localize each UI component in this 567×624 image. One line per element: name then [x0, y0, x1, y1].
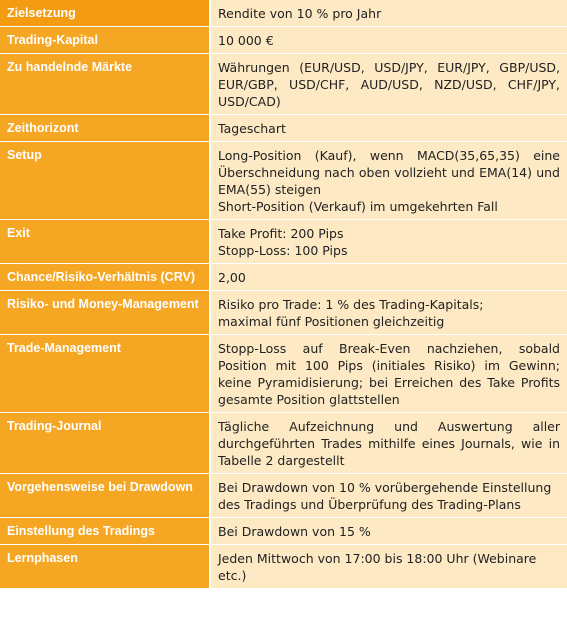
row-value: [210, 0, 567, 27]
value-line: Risiko pro Trade: 1 % des Trading-Kapitals;: [218, 297, 484, 312]
row-label: Trading-Journal: [0, 413, 210, 474]
value-line: Bei Drawdown von 10 % vorübergehende Einstellung des Tradings und Überprüfung des Trading-Plans: [218, 480, 552, 512]
value-line: Rendite von 10 % pro Jahr: [218, 6, 382, 21]
value-line: Take Profit: 200 Pips: [218, 226, 344, 241]
row-value: [210, 27, 567, 54]
value-line: 2,00: [218, 270, 246, 285]
row-setup: [0, 142, 567, 220]
row-drawdown: [0, 474, 567, 518]
row-value: [210, 474, 567, 518]
row-value: [210, 220, 567, 264]
row-label: Setup: [0, 142, 210, 220]
row-exit: [0, 220, 567, 264]
row-value: [210, 264, 567, 291]
row-crv: [0, 264, 567, 291]
value-line: Long-Position (Kauf), wenn MACD(35,65,35) eine Überschneidung nach oben vollzieht und EMA(14) und EMA(55) steigen: [218, 148, 560, 197]
row-lernphasen: [0, 545, 567, 589]
row-trade-management: [0, 335, 567, 413]
row-label: Zu handelnde Märkte: [0, 54, 210, 115]
row-label: Chance/Risiko-Verhältnis (CRV): [0, 264, 210, 291]
value-line: Short-Position (Verkauf) im umgekehrten Fall: [218, 199, 498, 214]
row-label: Zielsetzung: [0, 0, 210, 27]
row-value: [210, 545, 567, 589]
row-label: Trading-Kapital: [0, 27, 210, 54]
value-line: Jeden Mittwoch von 17:00 bis 18:00 Uhr (Webinare etc.): [218, 551, 537, 583]
row-label: Lernphasen: [0, 545, 210, 589]
row-label: Exit: [0, 220, 210, 264]
row-einstellung: [0, 518, 567, 545]
row-value: [210, 54, 567, 115]
value-line: Tageschart: [218, 121, 286, 136]
row-value: [210, 291, 567, 335]
row-value: [210, 413, 567, 474]
row-label: Trade-Management: [0, 335, 210, 413]
row-label: Einstellung des Tradings: [0, 518, 210, 545]
row-zeithorizont: [0, 115, 567, 142]
row-label: Vorgehensweise bei Drawdown: [0, 474, 210, 518]
row-value: [210, 115, 567, 142]
row-label: Zeithorizont: [0, 115, 210, 142]
value-line: Währungen (EUR/USD, USD/JPY, EUR/JPY, GBP/USD, EUR/GBP, USD/CHF, AUD/USD, NZD/USD, CHF/JPY, USD/CAD): [218, 60, 560, 109]
value-line: Stopp-Loss: 100 Pips: [218, 243, 348, 258]
value-line: Stopp-Loss auf Break-Even nachziehen, sobald Position mit 100 Pips (initiales Risiko) im Gewinn; keine Pyramidisierung; bei Erreichen des Take Profits gesamte Position glattstellen: [218, 341, 560, 407]
row-label: Risiko- und Money-Management: [0, 291, 210, 335]
row-value: [210, 142, 567, 220]
row-value: [210, 335, 567, 413]
value-line: 10 000 €: [218, 33, 274, 48]
value-line: Bei Drawdown von 15 %: [218, 524, 371, 539]
value-line: Tägliche Aufzeichnung und Auswertung aller durchgeführten Trades mithilfe eines Journals, wie in Tabelle 2 dargestellt: [218, 419, 560, 468]
row-zielsetzung: [0, 0, 567, 27]
row-maerkte: [0, 54, 567, 115]
row-trading-kapital: [0, 27, 567, 54]
row-trading-journal: [0, 413, 567, 474]
row-risiko-management: [0, 291, 567, 335]
value-line: maximal fünf Positionen gleichzeitig: [218, 314, 445, 329]
row-value: [210, 518, 567, 545]
